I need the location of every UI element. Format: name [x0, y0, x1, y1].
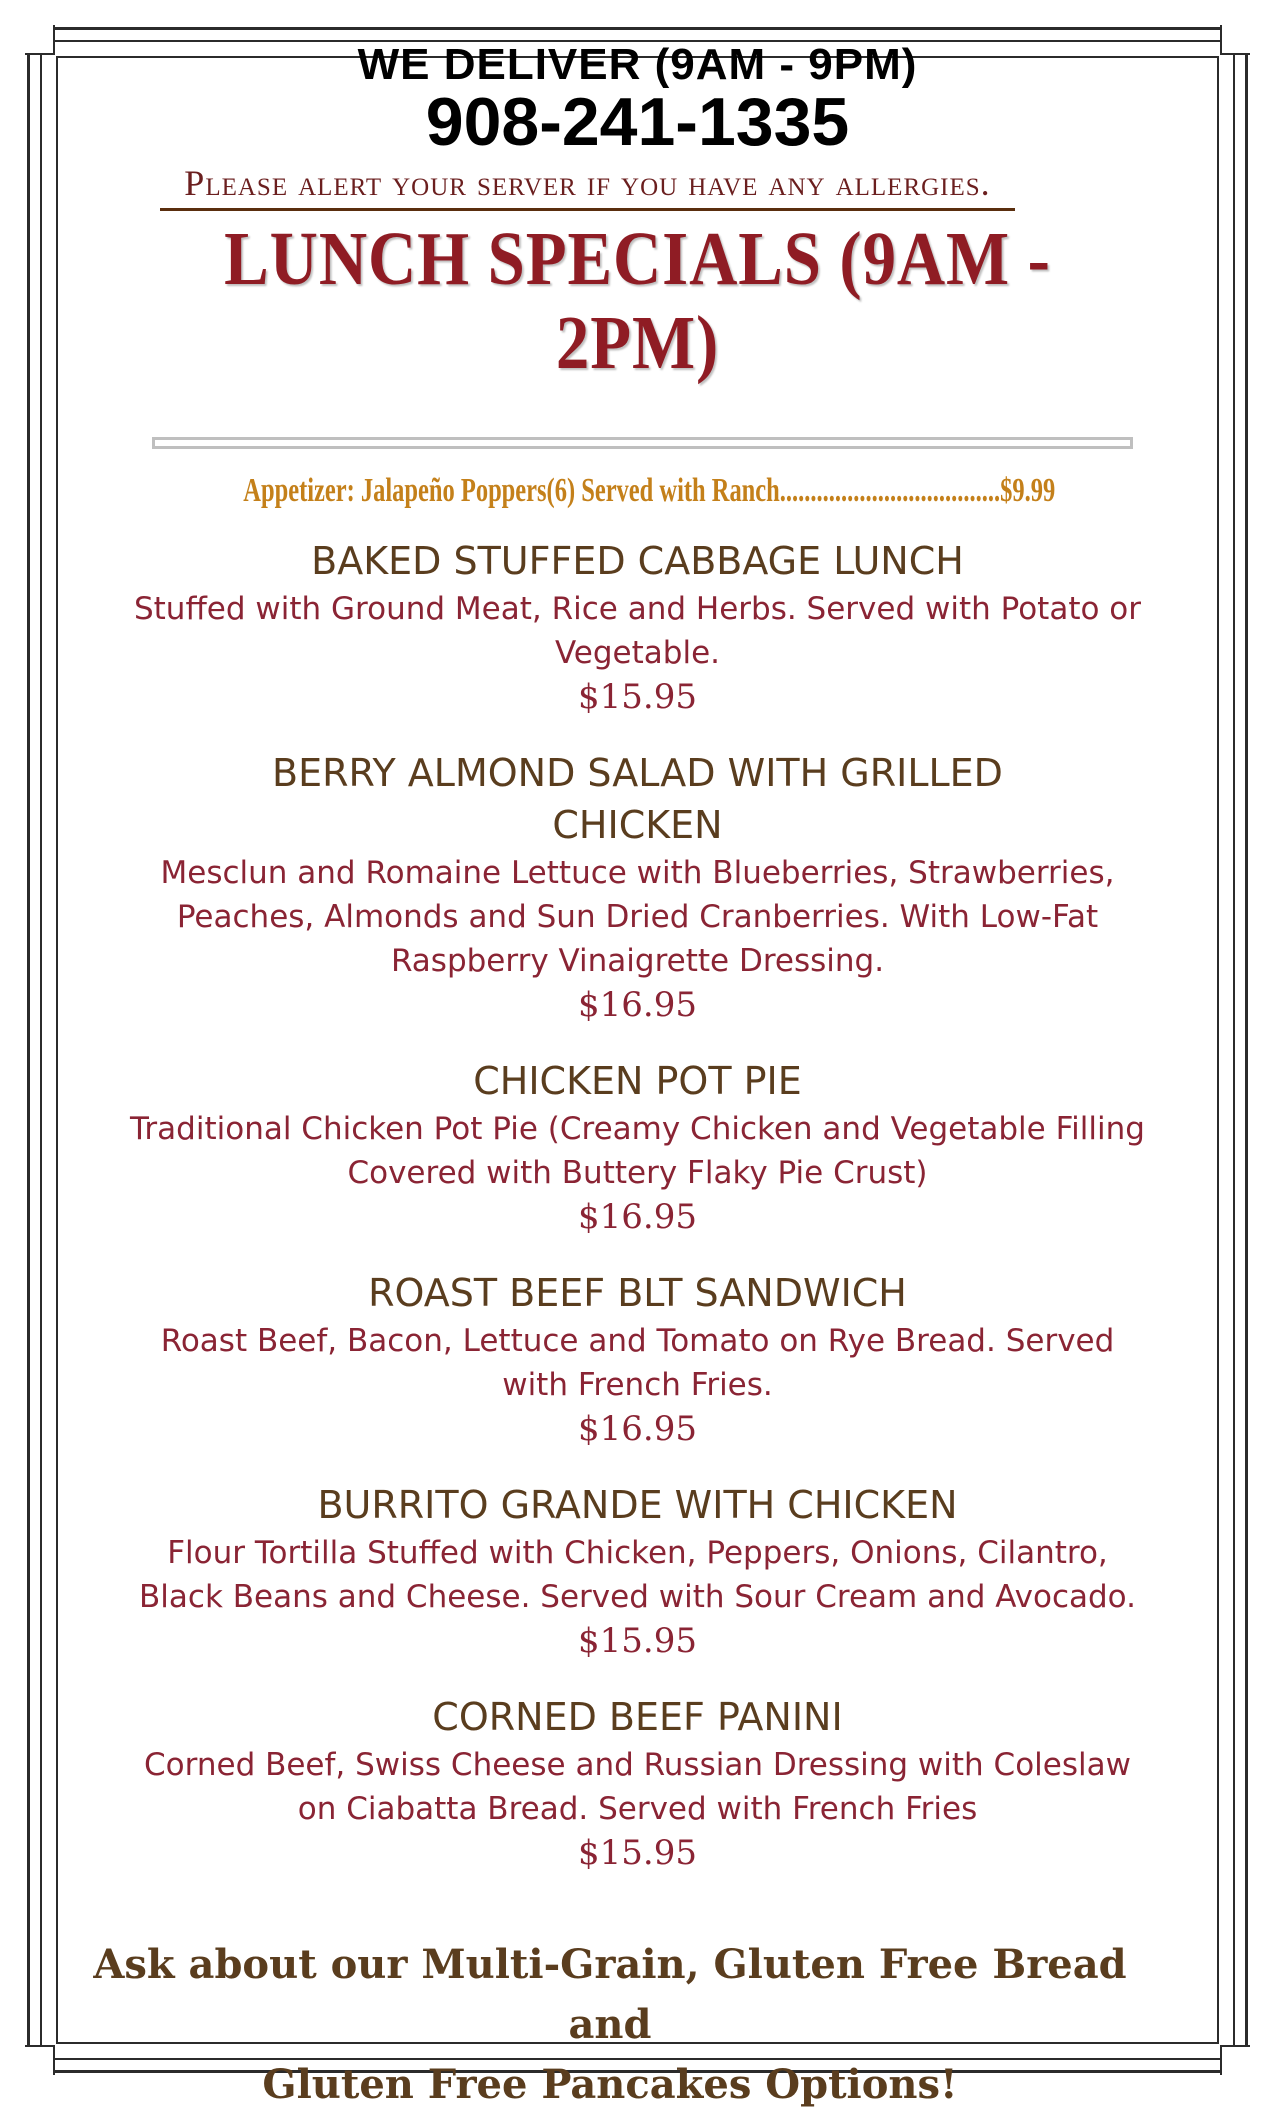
page-title: LUNCH SPECIALS (9AM - 2PM)	[224, 217, 1051, 385]
menu-item	[90, 747, 1185, 1027]
menu-content	[90, 40, 1185, 1903]
item-price: $16.95	[578, 1197, 697, 1237]
item-price: $15.95	[578, 1621, 697, 1661]
menu-items	[90, 535, 1185, 1875]
item-description: Roast Beef, Bacon, Lettuce and Tomato on Rye Bread. Served with French Fries.	[160, 1323, 1115, 1403]
footer-line-1: Ask about our Multi-Grain, Gluten Free Bread and	[93, 1941, 1127, 2048]
item-price: $16.95	[578, 985, 697, 1025]
delivery-hours: WE DELIVER (9AM - 9PM)	[357, 40, 918, 89]
frame-corner-bottom-right	[1220, 2045, 1250, 2075]
footer-line-2: Gluten Free Pancakes Options!	[262, 2061, 958, 2108]
item-name: BAKED STUFFED CABBAGE LUNCH	[311, 539, 964, 583]
frame-corner-top-right	[1220, 25, 1250, 55]
item-price: $15.95	[578, 677, 697, 717]
item-price: $16.95	[578, 1409, 697, 1449]
footer-note	[80, 1935, 1140, 2115]
item-name: CHICKEN POT PIE	[473, 1059, 802, 1103]
item-name: BERRY ALMOND SALAD WITH GRILLED CHICKEN	[272, 751, 1003, 847]
menu-item	[90, 535, 1185, 719]
phone-number: 908-241-1335	[425, 84, 850, 160]
menu-item	[90, 1055, 1185, 1239]
appetizer-price: $9.99	[1000, 472, 1056, 509]
menu-item	[90, 1479, 1185, 1663]
item-name: ROAST BEEF BLT SANDWICH	[368, 1271, 907, 1315]
appetizer-line	[243, 469, 1056, 513]
appetizer-text: Appetizer: Jalapeño Poppers(6) Served with Ranch	[243, 472, 780, 509]
menu-item	[90, 1691, 1185, 1875]
allergy-notice: Please alert your server if you have any allergies.	[160, 162, 1015, 211]
item-description: Mesclun and Romaine Lettuce with Blueberries, Strawberries, Peaches, Almonds and Sun Dried Cranberries. With Low-Fat Raspberry Vinaigrette Dressing.	[160, 855, 1115, 979]
frame-corner-bottom-left	[25, 2045, 55, 2075]
item-description: Corned Beef, Swiss Cheese and Russian Dressing with Coleslaw on Ciabatta Bread. Served with French Fries	[144, 1747, 1131, 1827]
appetizer-leader: ....................................	[779, 472, 1001, 509]
item-name: BURRITO GRANDE WITH CHICKEN	[317, 1483, 958, 1527]
item-description: Stuffed with Ground Meat, Rice and Herbs. Served with Potato or Vegetable.	[133, 591, 1142, 671]
menu-item	[90, 1267, 1185, 1451]
item-name: CORNED BEEF PANINI	[432, 1695, 843, 1739]
item-price: $15.95	[578, 1833, 697, 1873]
item-description: Traditional Chicken Pot Pie (Creamy Chicken and Vegetable Filling Covered with Buttery Flaky Pie Crust)	[130, 1111, 1145, 1191]
divider-bar	[152, 437, 1133, 449]
item-description: Flour Tortilla Stuffed with Chicken, Peppers, Onions, Cilantro, Black Beans and Cheese. Served with Sour Cream and Avocado.	[139, 1535, 1136, 1615]
frame-corner-top-left	[25, 25, 55, 55]
